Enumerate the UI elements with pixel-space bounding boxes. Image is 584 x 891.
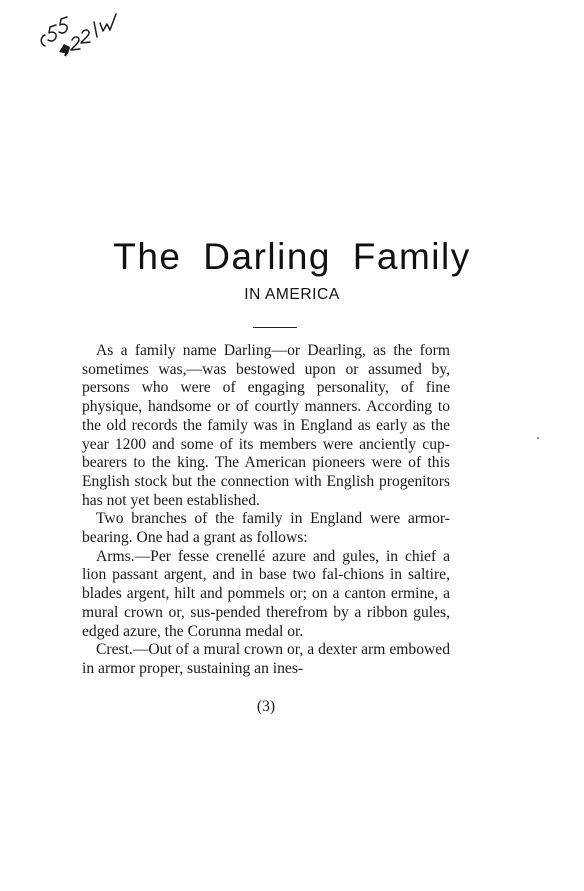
- paragraph-arms: Arms.—Per fesse crenellé azure and gules, in chief a lion passant argent, and in base two fal-chions in saltire, blades argent, hilt and pommels or; on a canton ermine, a mural crown or, sus-pended therefrom by a ribbon gules, edged azure, the Corunna medal or.: [82, 547, 450, 640]
- title-divider: [253, 327, 297, 328]
- body-text: [82, 342, 450, 679]
- paragraph-branches: Two branches of the family in England were armor-bearing. One had a grant as follows:: [82, 510, 450, 547]
- print-speck: [537, 437, 539, 439]
- handwritten-annotation: [36, 6, 126, 66]
- paragraph-origin: As a family name Darling—or Dearling, as the form sometimes was,—was bestowed upon or assumed by, persons who were of engaging personality, of fine physique, handsome or of courtly manners. According to the old records the family was in England as early as the year 1200 and some of its members were anciently cup-bearers to the king. The American pioneers were of this English stock but the connection with English progenitors has not yet been established.: [82, 342, 450, 509]
- page-number: (3): [256, 698, 276, 715]
- page-title: The Darling Family: [113, 236, 471, 277]
- paragraph-crest: Crest.—Out of a mural crown or, a dexter arm embowed in armor proper, sustaining an ines-: [82, 641, 450, 677]
- page-subtitle: IN AMERICA: [244, 286, 340, 303]
